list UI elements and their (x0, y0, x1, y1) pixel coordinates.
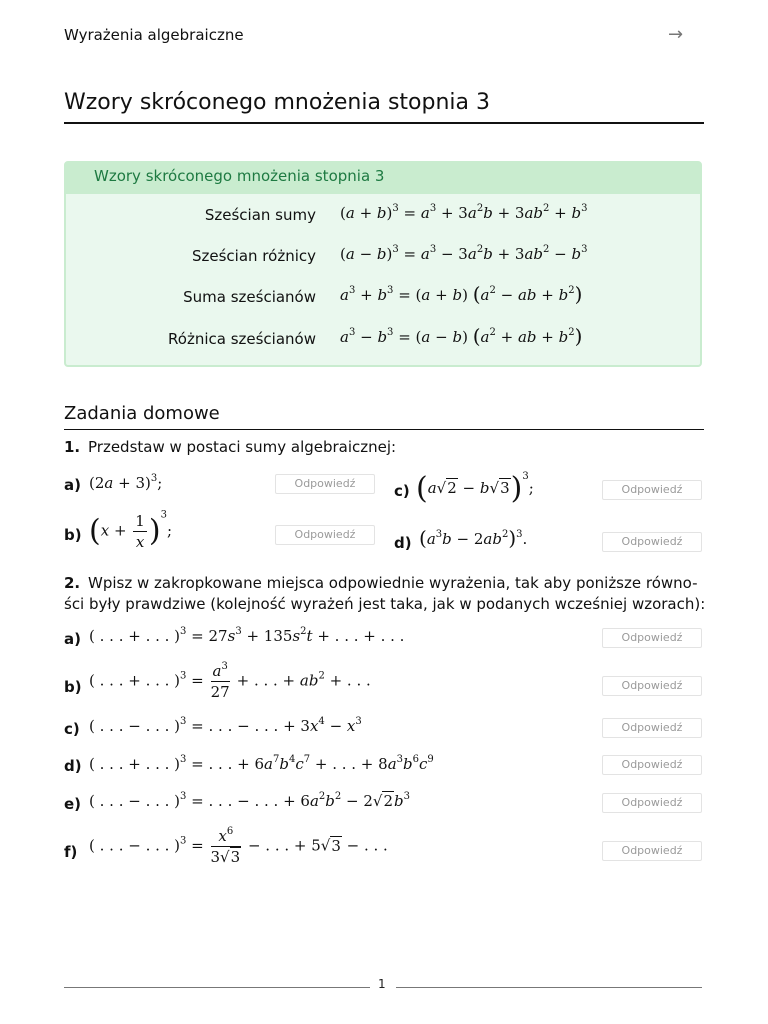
formula-label-difference-of-cubes: Różnica sześcianów (168, 330, 316, 348)
task-2b-expression: ( . . . + . . . )$^3$ = $\frac{a^3}{27}$ + . . . + $ab^2$ + . . . (89, 661, 371, 701)
answer-button-1a[interactable]: Odpowiedź (275, 474, 375, 494)
task-1a-expression: $(2a + 3)^3$; (89, 473, 163, 492)
section-divider (64, 429, 704, 430)
task-2-instruction-line-2: ści były prawdziwe (kolejność wyrażeń jest taka, jak w podanych wcześniej wzorach): (64, 595, 706, 613)
formula-cube-of-difference: $(a - b)^3 = a^3 - 3a^2b + 3ab^2 - b^3$ (340, 244, 588, 263)
task-2d-label: d) (64, 757, 82, 775)
task-2-instruction-line-1: Wpisz w zakropkowane miejsca odpowiednie wyrażenia, tak aby poniższe równo- (88, 574, 698, 592)
title-divider (64, 122, 704, 124)
formula-label-cube-of-difference: Sześcian różnicy (191, 247, 316, 265)
task-2-number: 2. (64, 574, 81, 592)
formula-sum-of-cubes: $a^3 + b^3 = (a + b) (a^2$ − ab + $b^2$) (340, 282, 583, 306)
task-1b-expression: (x + $\frac{1}{x}$ )$^3$; (89, 509, 172, 551)
page-title: Wzory skróconego mnożenia stopnia 3 (64, 90, 490, 115)
task-1d-expression: $(a^3b - 2ab^2)^3$. (419, 526, 528, 550)
task-1a-label: a) (64, 476, 81, 494)
answer-button-1b[interactable]: Odpowiedź (275, 525, 375, 545)
answer-button-2e[interactable]: Odpowiedź (602, 793, 702, 813)
formula-label-sum-of-cubes: Suma sześcianów (183, 288, 316, 306)
answer-button-1d[interactable]: Odpowiedź (602, 532, 702, 552)
header-title: Wyrażenia algebraiczne (64, 26, 244, 44)
formula-box-title: Wzory skróconego mnożenia stopnia 3 (94, 167, 385, 185)
answer-button-2f[interactable]: Odpowiedź (602, 841, 702, 861)
task-2e-expression: ( . . . − . . . )$^3$ = . . . − . . . + $6a^2b^2 - 2√2b^3$ (89, 791, 411, 810)
task-1d-label: d) (394, 534, 412, 552)
task-2a-label: a) (64, 630, 81, 648)
task-2b-label: b) (64, 678, 82, 696)
answer-button-1c[interactable]: Odpowiedź (602, 480, 702, 500)
section-title-homework: Zadania domowe (64, 403, 220, 424)
task-2a-expression: ( . . . + . . . )$^3 = 27s^3 + 135s^2t$ + . . . + . . . (89, 626, 405, 645)
task-2c-label: c) (64, 720, 80, 738)
next-page-arrow-icon[interactable]: → (668, 24, 684, 45)
task-2f-expression: ( . . . − . . . )$^3$ = $\frac{x^6}{3√3}$ − . . . + 5√3 − . . . (89, 826, 388, 866)
footer-rule-right (396, 987, 702, 988)
page-number: 1 (378, 977, 386, 991)
task-1-number: 1. (64, 438, 81, 456)
task-1b-label: b) (64, 526, 82, 544)
formula-cube-of-sum: $(a + b)^3 = a^3 + 3a^2b + 3ab^2 + b^3$ (340, 203, 588, 222)
answer-button-2a[interactable]: Odpowiedź (602, 628, 702, 648)
task-2e-label: e) (64, 795, 82, 813)
task-2c-expression: ( . . . − . . . )$^3$ = . . . − . . . + $3x^4 - x^3$ (89, 716, 362, 735)
answer-button-2b[interactable]: Odpowiedź (602, 676, 702, 696)
answer-button-2c[interactable]: Odpowiedź (602, 718, 702, 738)
answer-button-2d[interactable]: Odpowiedź (602, 755, 702, 775)
task-2f-label: f) (64, 843, 78, 861)
task-1c-expression: $(a√2 - b√3)^3$; (416, 471, 534, 506)
footer-rule-left (64, 987, 370, 988)
formula-label-cube-of-sum: Sześcian sumy (204, 206, 316, 224)
task-2d-expression: ( . . . + . . . )$^3$ = . . . + $6a^7b^4c^7$ + . . . + $8a^3b^6c^9$ (89, 754, 434, 773)
task-1c-label: c) (394, 482, 410, 500)
task-1-instruction: Przedstaw w postaci sumy algebraicznej: (88, 438, 397, 456)
formula-difference-of-cubes: $a^3 - b^3 = (a - b) (a^2$ + ab + $b^2$) (340, 324, 583, 348)
